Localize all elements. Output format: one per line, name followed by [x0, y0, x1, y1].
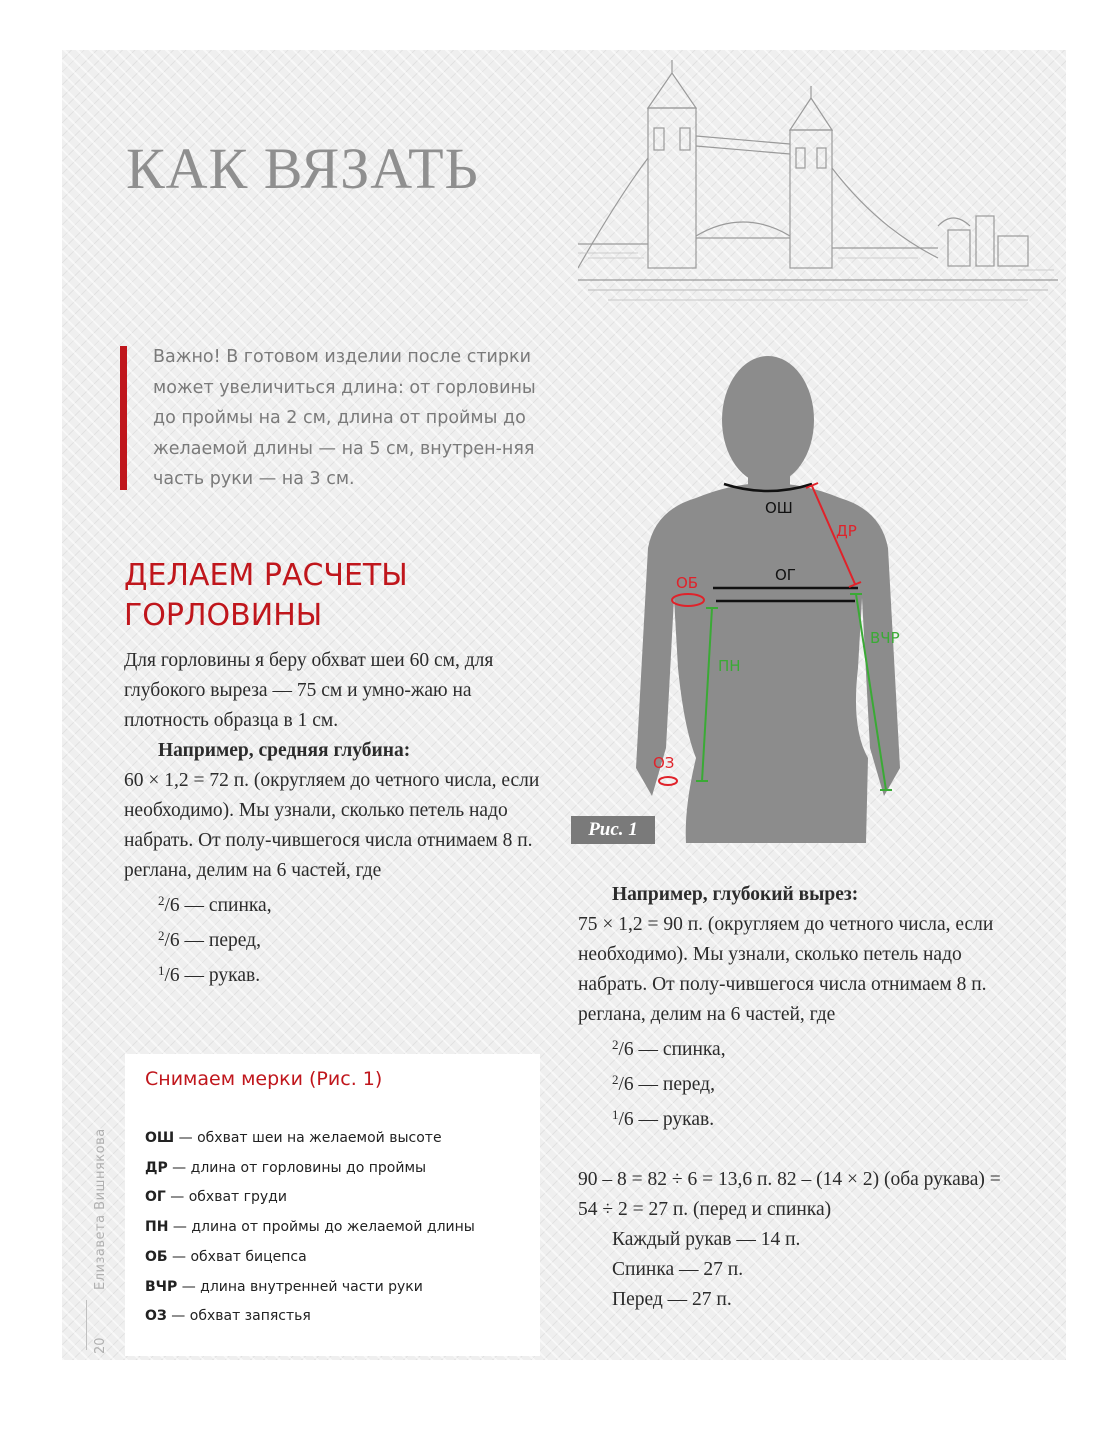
- result-item: Спинка — 27 п.: [612, 1259, 744, 1280]
- figure-label: Рис. 1: [571, 816, 655, 844]
- tower-bridge-illustration: [578, 58, 1058, 308]
- measurement-item: ДР — длина от горловины до проймы: [145, 1159, 427, 1176]
- example-medium-text: 60 × 1,2 = 72 п. (округляем до четного числа, если необходимо). Мы узнали, сколько петель надо набрать. От полу-чившегося числа отнимаем 8 п. реглана, делим на 6 частей, где: [124, 770, 540, 881]
- spacer: [578, 1135, 1008, 1165]
- measurements-box-title: Снимаем мерки (Рис. 1): [145, 1068, 383, 1090]
- body-silhouette: [636, 356, 900, 843]
- example-deep-heading: Например, глубокий вырез:: [612, 884, 859, 905]
- label-vchr: ВЧР: [870, 629, 900, 647]
- section-title-line1: ДЕЛАЕМ РАСЧЕТЫ: [124, 558, 408, 593]
- label-ob: ОБ: [676, 574, 699, 592]
- measurement-item: ОШ — обхват шеи на желаемой высоте: [145, 1130, 442, 1146]
- label-dr: ДР: [836, 522, 857, 540]
- note-accent-bar: [120, 346, 127, 490]
- label-pn: ПН: [718, 657, 741, 675]
- left-column: [124, 646, 544, 991]
- body-measurement-figure: [566, 338, 926, 848]
- measurement-item: ВЧР — длина внутренней части руки: [145, 1278, 423, 1295]
- important-note: Важно! В готовом изделии после стирки может увеличиться длина: от горловины до проймы на 2 см, длина от проймы до желаемой длины — на 5 см, внутрен-няя часть руки — на 3 см.: [153, 347, 536, 489]
- label-oz: ОЗ: [653, 754, 675, 772]
- measurements-list: [145, 1124, 475, 1332]
- measurement-item: ОЗ — обхват запястья: [145, 1308, 311, 1325]
- page-title: КАК ВЯЗАТЬ: [126, 136, 479, 201]
- fraction-item: $^2$/6 — спинка,: [158, 893, 272, 916]
- label-osh: ОШ: [765, 499, 793, 517]
- result-item: Каждый рукав — 14 п.: [612, 1229, 801, 1250]
- measurement-item: ОБ — обхват бицепса: [145, 1248, 307, 1265]
- measurement-item: ПН — длина от проймы до желаемой длины: [145, 1219, 475, 1236]
- fraction-item: $^2$/6 — перед,: [158, 928, 261, 951]
- result-item: Перед — 27 п.: [612, 1289, 732, 1310]
- calculation-text: 90 – 8 = 82 ÷ 6 = 13,6 п. 82 – (14 × 2) (оба рукава) = 54 ÷ 2 = 27 п. (перед и спинка): [578, 1169, 1001, 1220]
- page-number: 20: [93, 1337, 108, 1354]
- fraction-item: $^2$/6 — спинка,: [612, 1037, 726, 1060]
- section-title-line2: ГОРЛОВИНЫ: [124, 598, 323, 633]
- label-og: ОГ: [775, 566, 796, 584]
- fraction-item: $^1$/6 — рукав.: [612, 1107, 715, 1130]
- example-deep-text: 75 × 1,2 = 90 п. (округляем до четного числа, если необходимо). Мы узнали, сколько петель надо набрать. От полу-чившегося числа отнимаем 8 п. реглана, делим на 6 частей, где: [578, 914, 994, 1025]
- author-name: Елизавета Вишнякова: [93, 1128, 108, 1290]
- fraction-item: $^2$/6 — перед,: [612, 1072, 715, 1095]
- section-intro: Для горловины я беру обхват шеи 60 см, для глубокого выреза — 75 см и умно-жаю на плотность образца в 1 см.: [124, 650, 494, 731]
- right-column: [578, 880, 1008, 1315]
- section-title: [124, 556, 408, 636]
- measurement-item: ОГ — обхват груди: [145, 1189, 287, 1206]
- fraction-item: $^1$/6 — рукав.: [158, 963, 261, 986]
- footer-divider: [86, 1300, 87, 1350]
- example-medium-heading: Например, средняя глубина:: [158, 740, 411, 761]
- measurements-box: [125, 1054, 540, 1356]
